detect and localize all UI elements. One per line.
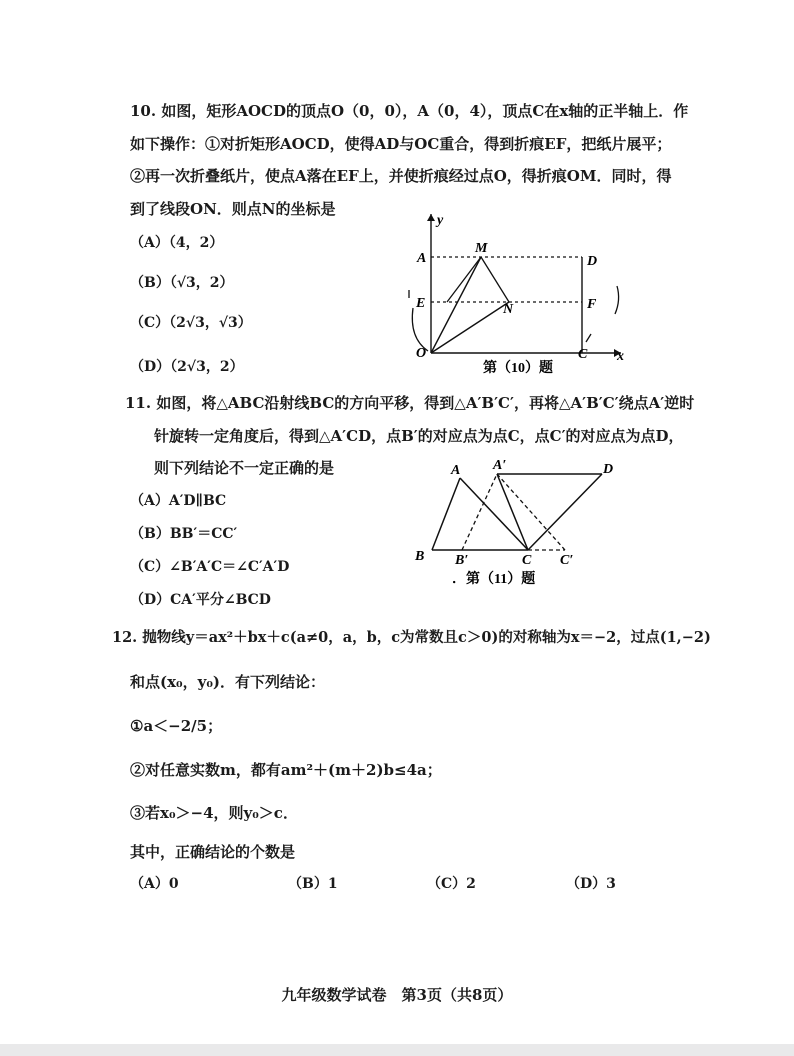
- q11-line-2: 针旋转一定角度后，得到△A′CD，点B′的对应点为点C，点C′的对应点为点D，: [154, 427, 684, 445]
- q11-label-a: A: [451, 463, 461, 478]
- q10-line-1: 10. 如图，矩形AOCD的顶点O（0，0），A（0，4），顶点C在x轴的正半轴上．作: [130, 102, 689, 120]
- q12-line-1: 12. 抛物线y＝ax²＋bx＋c(a≠0，a，b，c为常数且c＞0)的对称轴为x＝−2，过点(1,−2): [112, 629, 711, 646]
- page-footer: 九年级数学试卷 第3页（共8页）: [281, 986, 513, 1004]
- q12-option-b: （B）1: [288, 876, 338, 892]
- q10-label-c: C: [578, 347, 588, 362]
- q10-option-d: （D）（2√3，2）: [130, 359, 244, 375]
- q11-label-c: C: [522, 553, 532, 568]
- q10-label-a: A: [417, 251, 427, 266]
- q10-label-n: N: [503, 302, 514, 317]
- q11-label-d: D: [603, 462, 614, 477]
- bottom-strip: [0, 1044, 794, 1056]
- q10-caption: 第（10）题: [483, 361, 553, 376]
- q11-line-3: 则下列结论不一定正确的是: [154, 459, 335, 477]
- q10-option-a: （A）（4，2）: [130, 235, 224, 251]
- q12-line-2: 和点(x₀，y₀)．有下列结论：: [130, 673, 325, 691]
- q12-line-4: ②对任意实数m，都有am²＋(m＋2)b≤4a；: [130, 761, 442, 779]
- q10-line-3: ②再一次折叠纸片，使点A落在EF上，并使折痕经过点O，得折痕OM．同时，得: [130, 167, 672, 185]
- q10-figure: [395, 208, 635, 382]
- q12-line-5: ③若x₀＞−4，则y₀＞c．: [130, 804, 298, 822]
- q11-caption: ．第（11）题: [452, 572, 536, 587]
- q10-option-b: （B）（√3，2）: [130, 275, 234, 291]
- q11-label-b-prime: B′: [455, 553, 469, 568]
- q10-option-c: （C）（2√3，√3）: [130, 315, 252, 331]
- q11-label-b: B: [415, 549, 425, 564]
- q11-option-b: （B）BB′＝CC′: [130, 526, 238, 542]
- q12-line-6: 其中，正确结论的个数是: [130, 843, 296, 861]
- q10-label-o: O: [416, 346, 427, 361]
- q10-label-f: F: [587, 297, 597, 312]
- q12-line-3: ①a＜−2/5；: [130, 717, 223, 735]
- q12-option-d: （D）3: [566, 876, 616, 892]
- q11-option-d: （D）CA′平分∠BCD: [130, 592, 271, 608]
- q10-label-d: D: [587, 254, 598, 269]
- q10-label-y: y: [437, 213, 444, 228]
- q10-line-2: 如下操作：①对折矩形AOCD，使得AD与OC重合，得到折痕EF，把纸片展平；: [130, 135, 672, 153]
- q11-option-a: （A）A′D∥BC: [130, 493, 227, 509]
- q10-line-4: 到了线段ON．则点N的坐标是: [130, 200, 336, 218]
- q10-label-m: M: [475, 241, 488, 256]
- q11-label-c-prime: C′: [560, 553, 574, 568]
- q11-line-1: 11. 如图，将△ABC沿射线BC的方向平移，得到△A′B′C′，再将△A′B′C′绕点A′逆时: [125, 394, 695, 412]
- q12-option-c: （C）2: [427, 876, 476, 892]
- q12-option-a: （A）0: [130, 876, 179, 892]
- q11-figure: [410, 454, 630, 598]
- q11-label-a-prime: A′: [493, 458, 507, 473]
- q10-label-e: E: [416, 296, 426, 311]
- q10-label-x: x: [617, 349, 624, 364]
- q11-option-c: （C）∠B′A′C＝∠C′A′D: [130, 559, 290, 575]
